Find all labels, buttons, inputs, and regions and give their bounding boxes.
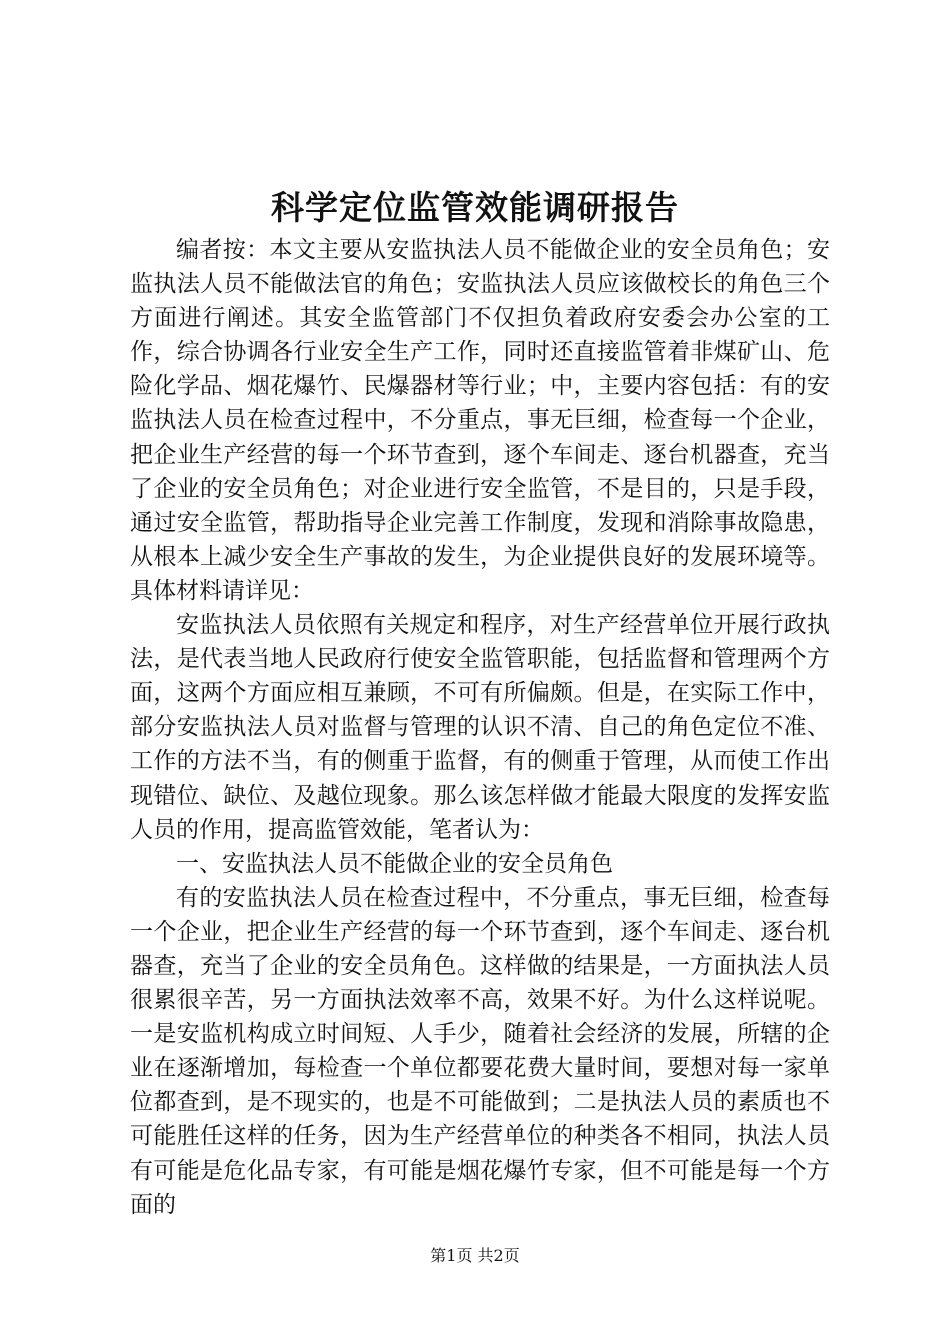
document-body	[130, 233, 830, 1222]
document-title: 科学定位监管效能调研报告	[271, 188, 679, 227]
section-heading-1: 一、安监执法人员不能做企业的安全员角色	[176, 850, 613, 877]
paragraph-intro: 安监执法人员依照有关规定和程序，对生产经营单位开展行政执法，是代表当地人民政府行使安全监管职能，包括监督和管理两个方面，这两个方面应相互兼顾，不可有所偏颇。但是，在实际工作中，部分安监执法人员对监督与管理的认识不清、自己的角色定位不准、工作的方法不当，有的侧重于监督，有的侧重于管理，从而使工作出现错位、缺位、及越位现象。那么该怎样做才能最大限度的发挥安监人员的作用，提高监管效能，笔者认为：	[130, 612, 830, 843]
page-footer: 第1页 共2页	[430, 1246, 520, 1265]
paragraph-editor-note: 编者按：本文主要从安监执法人员不能做企业的安全员角色；安监执法人员不能做法官的角色；安监执法人员应该做校长的角色三个方面进行阐述。其安全监管部门不仅担负着政府安委会办公室的工作，综合协调各行业安全生产工作，同时还直接监管着非煤矿山、危险化学品、烟花爆竹、民爆器材等行业；中，主要内容包括：有的安监执法人员在检查过程中，不分重点，事无巨细，检查每一个企业，把企业生产经营的每一个环节查到，逐个车间走、逐台机器查，充当了企业的安全员角色；对企业进行安全监管，不是目的，只是手段，通过安全监管，帮助指导企业完善工作制度，发现和消除事故隐患，从根本上减少安全生产事故的发生，为企业提供良好的发展环境等。具体材料请详见：	[130, 237, 830, 604]
paragraph-section-1: 有的安监执法人员在检查过程中，不分重点，事无巨细，检查每一个企业，把企业生产经营的每一个环节查到，逐个车间走、逐台机器查，充当了企业的安全员角色。这样做的结果是，一方面执法人员很累很辛苦，另一方面执法效率不高，效果不好。为什么这样说呢。一是安监机构成立时间短、人手少，随着社会经济的发展，所辖的企业在逐渐增加，每检查一个单位都要花费大量时间，要想对每一家单位都查到，是不现实的，也是不可能做到；二是执法人员的素质也不可能胜任这样的任务，因为生产经营单位的种类各不相同，执法人员有可能是危化品专家，有可能是烟花爆竹专家，但不可能是每一个方面的	[130, 884, 830, 1218]
